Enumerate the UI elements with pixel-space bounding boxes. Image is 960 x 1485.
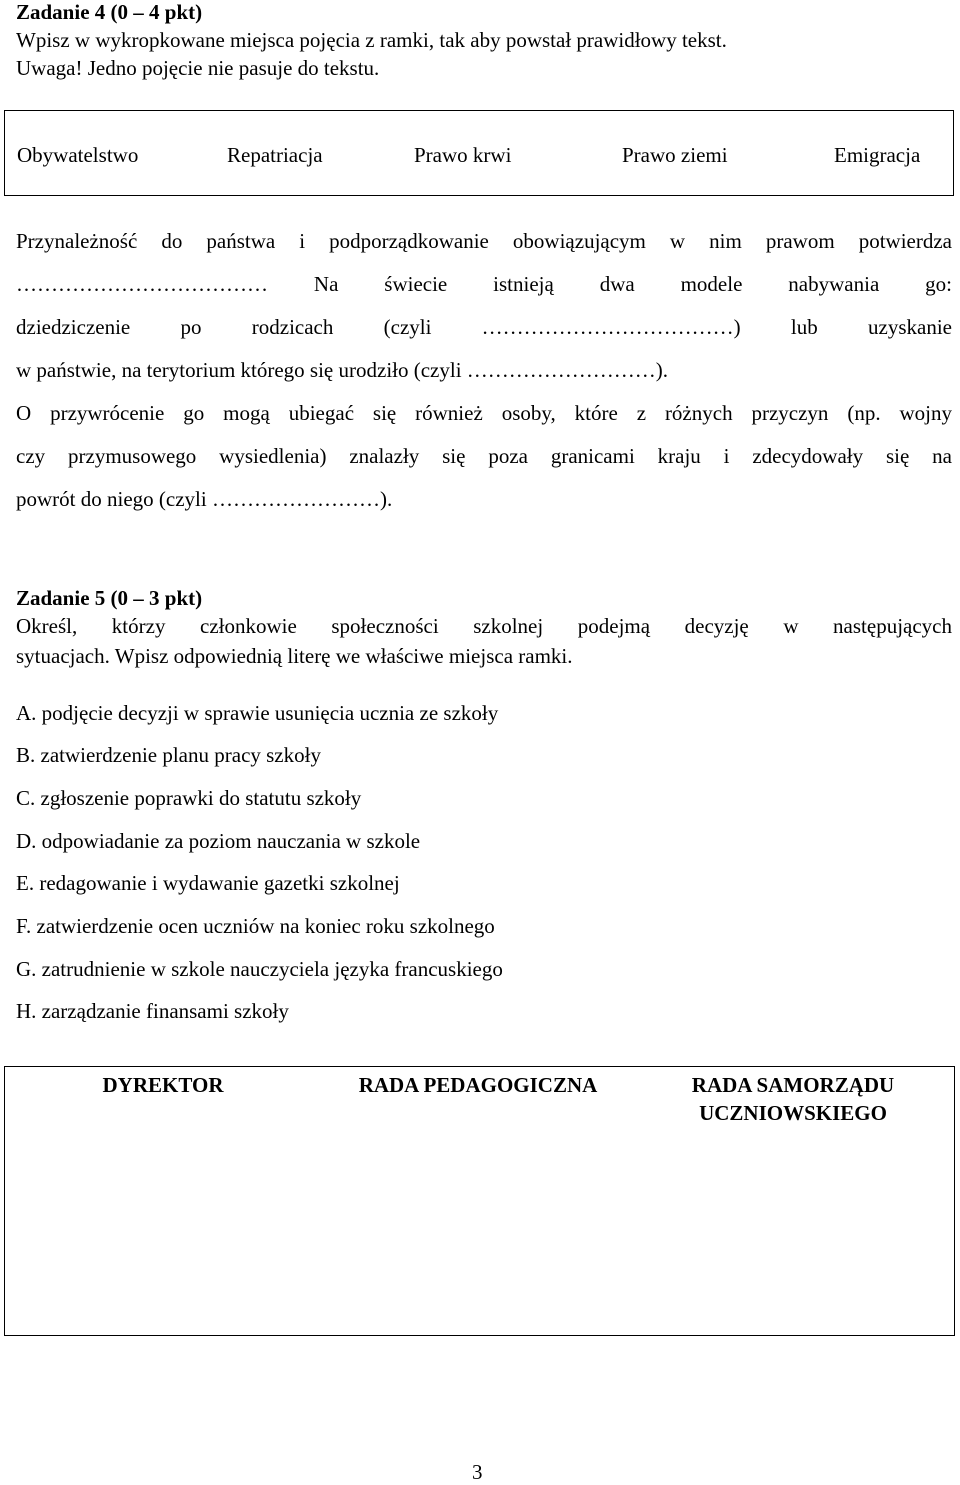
role-student-council-line2: UCZNIOWSKIEGO [699,1101,887,1125]
list-item: G. zatrudnienie w szkole nauczyciela języka francuskiego [16,957,503,981]
list-item: A. podjęcie decyzji w sprawie usunięcia ucznia ze szkoły [16,701,499,725]
role-teachers-council: RADA PEDAGOGICZNA [358,1073,598,1097]
task4-text-line: dziedziczenie po rodzicach (czyli ………………………………) lub uzyskanie [16,315,952,339]
task4-title: Zadanie 4 (0 – 4 pkt) [16,0,203,24]
page-number: 3 [472,1460,483,1484]
task4-note: Uwaga! Jedno pojęcie nie pasuje do tekstu. [16,56,380,80]
task4-text-line: Przynależność do państwa i podporządkowanie obowiązującym w nim prawom potwierdza [16,229,952,253]
list-item: F. zatwierdzenie ocen uczniów na koniec roku szkolnego [16,914,495,938]
term-prawo-krwi: Prawo krwi [414,143,512,167]
task5-instruction: Określ, którzy członkowie społeczności szkolnej podejmą decyzję w następujących [16,614,952,638]
task5-instruction: sytuacjach. Wpisz odpowiednią literę we właściwe miejsca ramki. [16,644,573,668]
task4-text-line: czy przymusowego wysiedlenia) znalazły się poza granicami kraju i zdecydowały się na [16,444,952,468]
term-obywatelstwo: Obywatelstwo [17,143,139,167]
role-student-council-line1: RADA SAMORZĄDU [691,1073,895,1097]
term-prawo-ziemi: Prawo ziemi [622,143,728,167]
task4-instruction: Wpisz w wykropkowane miejsca pojęcia z ramki, tak aby powstał prawidłowy tekst. [16,28,727,52]
task4-text-line: powrót do niego (czyli ……………………). [16,487,393,511]
answer-box[interactable] [4,1066,955,1336]
task4-text-line: O przywrócenie go mogą ubiegać się również osoby, które z różnych przyczyn (np. wojny [16,401,952,425]
list-item: E. redagowanie i wydawanie gazetki szkolnej [16,871,400,895]
list-item: B. zatwierdzenie planu pracy szkoły [16,743,321,767]
term-emigracja: Emigracja [834,143,921,167]
task5-title: Zadanie 5 (0 – 3 pkt) [16,586,203,610]
list-item: D. odpowiadanie za poziom nauczania w szkole [16,829,421,853]
term-box [4,110,954,196]
list-item: C. zgłoszenie poprawki do statutu szkoły [16,786,362,810]
role-student-council [653,1071,933,1127]
role-director: DYREKTOR [102,1073,224,1097]
list-item: H. zarządzanie finansami szkoły [16,999,289,1023]
term-repatriacja: Repatriacja [227,143,323,167]
task4-text-line: w państwie, na terytorium którego się urodziło (czyli ………………………). [16,358,669,382]
task4-text-line: ……………………………… Na świecie istnieją dwa modele nabywania go: [16,272,952,296]
